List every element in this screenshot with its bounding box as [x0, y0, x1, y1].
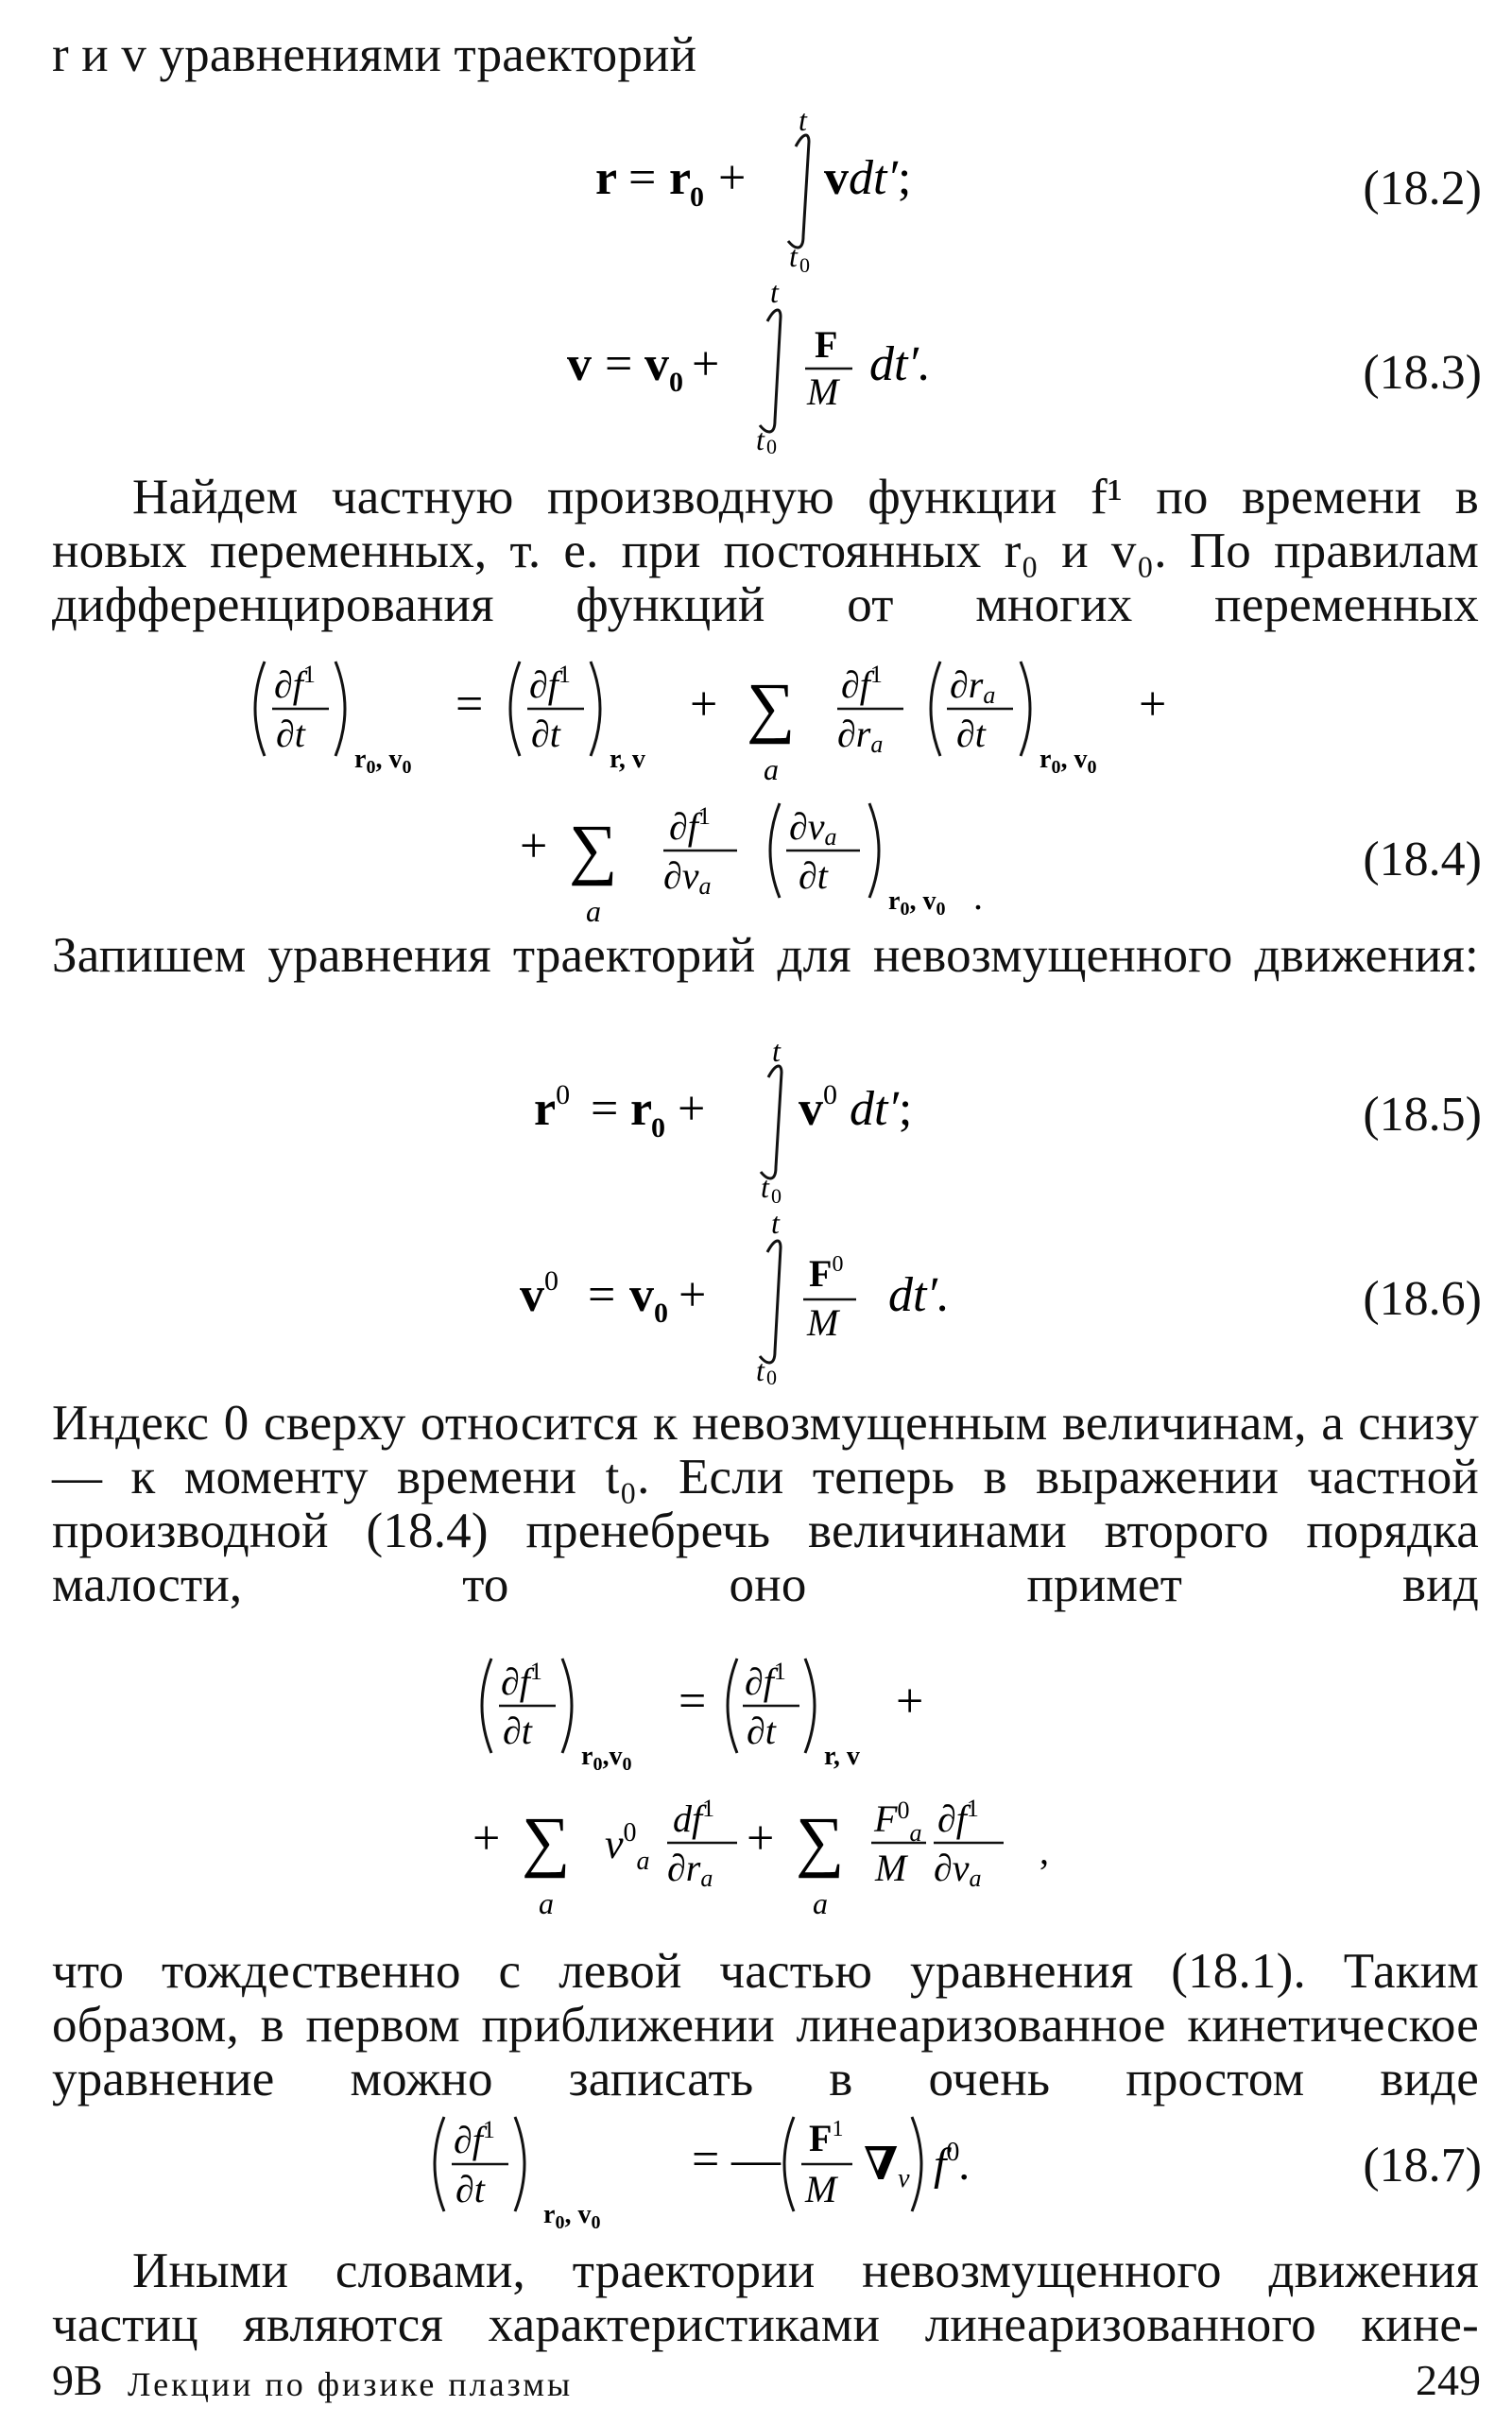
svg-text:v: v	[644, 337, 669, 391]
equation-18-4-line-1	[236, 643, 1295, 797]
svg-text:v: v	[629, 1268, 654, 1322]
svg-text:∇v: ∇v	[864, 2140, 910, 2193]
svg-text:df1: $df^1$	[673, 1795, 715, 1840]
equation-number-18-4: (18.4)	[1363, 833, 1482, 886]
svg-text:vdt′;: vdt′;	[824, 151, 912, 205]
svg-text:0: 0	[651, 1112, 665, 1143]
svg-text:∂f1: $\partial f^1$	[745, 1658, 786, 1703]
svg-text:t: t	[761, 1170, 769, 1204]
paragraph-partial-derivative: Найдем частную производную функции f¹ по времени в новых переменных, т. е. при постоянных r₀ и v₀. По правилам дифференцирования функций от многих переменных	[52, 470, 1479, 632]
svg-text:t: t	[772, 1035, 781, 1068]
svg-text:+: +	[1139, 678, 1167, 731]
svg-text:r: r	[595, 151, 618, 205]
svg-text:r0, v0: $r_0$, $v_0$	[888, 886, 946, 920]
svg-text:∂t: ∂t	[747, 1710, 776, 1752]
svg-text:0: 0	[766, 1366, 777, 1384]
svg-text:M: M	[805, 2168, 837, 2210]
equation-linearized-line-2	[463, 1777, 1125, 1940]
svg-text:a: a	[813, 1886, 828, 1920]
equation-18-4-line-2	[510, 784, 1077, 938]
svg-text:r, v: r, v	[610, 745, 645, 774]
svg-text:,: ,	[1040, 1830, 1049, 1872]
svg-text:+: +	[692, 337, 720, 391]
svg-text:a: a	[764, 752, 779, 784]
svg-text:F: F	[815, 323, 838, 366]
svg-text:∑: ∑	[747, 669, 796, 745]
svg-text:∂va: ∂va	[663, 854, 712, 900]
equation-18-7	[416, 2098, 1134, 2252]
paragraph-characteristics: Иными словами, траектории невозмущенного движения частиц являются характеристиками линеаризованного кине-	[52, 2243, 1479, 2352]
svg-text:∂t: ∂t	[455, 2168, 485, 2210]
svg-text:+: +	[690, 678, 718, 731]
svg-text:v0a: $v^0_a$	[605, 1818, 650, 1876]
svg-text:+: +	[520, 819, 548, 873]
equation-number-18-2: (18.2)	[1363, 162, 1482, 215]
svg-text:∂t: ∂t	[799, 854, 828, 897]
svg-text:∂f1: $\partial f^1$	[937, 1795, 979, 1840]
svg-text:0: 0	[766, 435, 777, 454]
equation-18-2	[586, 104, 1058, 286]
svg-text:r0, v0: $r_0$, $v_0$	[1040, 745, 1097, 778]
svg-text:t: t	[771, 1206, 780, 1240]
svg-text:t: t	[756, 422, 765, 454]
svg-text:∑: ∑	[522, 1803, 571, 1879]
svg-text:∂va: ∂va	[934, 1847, 982, 1892]
svg-text:r0, v0: $r_0$, $v_0$	[543, 2200, 601, 2233]
svg-text:=: =	[628, 151, 657, 205]
svg-text:t: t	[789, 239, 798, 273]
svg-text:∂t: ∂t	[503, 1710, 532, 1752]
svg-text:r0,v0: $r_0,v_0$	[581, 1742, 632, 1775]
svg-text:∂f1: $\partial f^1$	[669, 802, 711, 848]
svg-text:=: =	[591, 1082, 619, 1136]
svg-text:0: 0	[771, 1184, 782, 1205]
svg-text:M: M	[807, 370, 839, 413]
svg-text:v: v	[567, 337, 592, 391]
svg-text:F0: $F^0$	[809, 1252, 844, 1295]
svg-text:+: +	[747, 1812, 775, 1865]
svg-text:r0, v0: $r_0$, $v_0$	[354, 745, 412, 778]
paragraph-index-explanation: Индекс 0 сверху относится к невозмущенным величинам, а снизу — к моменту времени t₀. Если теперь в выражении частной производной (18.4) пренебречь величинами второго порядка малости, то оно примет вид	[52, 1396, 1479, 1612]
equation-18-5	[524, 1035, 1016, 1217]
equation-number-18-5: (18.5)	[1363, 1088, 1482, 1142]
equation-18-6	[510, 1205, 1002, 1397]
printer-signature: 9В	[52, 2356, 103, 2404]
svg-text:=: =	[692, 2133, 720, 2187]
svg-text:r: r	[630, 1082, 653, 1136]
svg-text:+: +	[679, 1268, 707, 1322]
svg-text:t: t	[756, 1353, 765, 1384]
page-number: 249	[1416, 2356, 1481, 2404]
svg-text:+: +	[472, 1812, 501, 1865]
svg-text:a: a	[539, 1886, 554, 1920]
svg-text:F0a: $F^0_a$	[874, 1797, 922, 1847]
svg-text:t: t	[770, 275, 779, 309]
page-footer	[52, 2355, 1481, 2412]
svg-text:F1: $F^1$	[809, 2117, 844, 2159]
svg-text:+: +	[718, 151, 747, 205]
svg-text:∂f1: $\partial f^1$	[274, 661, 316, 706]
svg-text:v0: $v^0$	[520, 1265, 558, 1322]
svg-text:∑: ∑	[796, 1803, 845, 1879]
paragraph-unperturbed-trajectories: Запишем уравнения траекторий для невозмущенного движения:	[52, 928, 1479, 983]
svg-text:∑: ∑	[569, 811, 618, 886]
svg-text:=: =	[455, 678, 484, 731]
svg-text:t: t	[799, 104, 807, 137]
svg-text:∂ra: ∂ra	[837, 713, 884, 758]
svg-text:∂f1: $\partial f^1$	[501, 1658, 542, 1703]
svg-text:dt′.: dt′.	[888, 1268, 950, 1322]
svg-text:∂ra: ∂ra	[950, 663, 996, 709]
svg-text:∂va: ∂va	[789, 805, 837, 851]
svg-text:0: 0	[654, 1298, 668, 1329]
svg-text:0: 0	[799, 253, 810, 274]
paragraph-linearized-equation: что тождественно с левой частью уравнения (18.1). Таким образом, в первом приближении линеаризованное кинетическое уравнение можно записать в очень простом виде	[52, 1944, 1479, 2106]
svg-text:∂f1: $\partial f^1$	[841, 661, 883, 706]
svg-text:M: M	[807, 1301, 839, 1344]
svg-text:+: +	[896, 1675, 924, 1728]
equation-number-18-6: (18.6)	[1363, 1272, 1482, 1326]
svg-text:—: —	[731, 2133, 781, 2187]
svg-text:r, v: r, v	[824, 1742, 860, 1771]
svg-text:0: 0	[690, 181, 704, 213]
svg-text:=: =	[605, 337, 633, 391]
svg-text:∂f1: $\partial f^1$	[529, 661, 571, 706]
svg-text:r0: $r^0$	[534, 1079, 571, 1136]
svg-text:∂f1: $\partial f^1$	[454, 2116, 495, 2161]
svg-text:a: a	[586, 894, 601, 926]
svg-text:0: 0	[669, 367, 683, 398]
svg-text:r: r	[669, 151, 692, 205]
svg-text:.: .	[973, 875, 983, 918]
svg-text:=: =	[588, 1268, 616, 1322]
svg-text:∂ra: ∂ra	[667, 1847, 713, 1892]
equation-18-3	[558, 274, 1030, 466]
svg-text:∂t: ∂t	[956, 713, 986, 755]
svg-text:v0 dt′;: $v^0$ dt′;	[799, 1079, 913, 1136]
equation-number-18-3: (18.3)	[1363, 346, 1482, 400]
svg-text:M: M	[875, 1847, 907, 1889]
equation-number-18-7: (18.7)	[1363, 2139, 1482, 2192]
svg-text:+: +	[678, 1082, 706, 1136]
svg-text:dt′.: dt′.	[869, 337, 931, 391]
svg-text:∂t: ∂t	[531, 713, 560, 755]
svg-text:∂t: ∂t	[276, 713, 305, 755]
svg-text:=: =	[679, 1675, 707, 1728]
svg-text:f0.: $f^0$.	[934, 2138, 971, 2190]
paragraph-intro: r и v уравнениями траекторий	[52, 27, 697, 82]
equation-linearized-line-1	[463, 1640, 1049, 1794]
book-title: Лекции по физике плазмы	[128, 2365, 574, 2403]
